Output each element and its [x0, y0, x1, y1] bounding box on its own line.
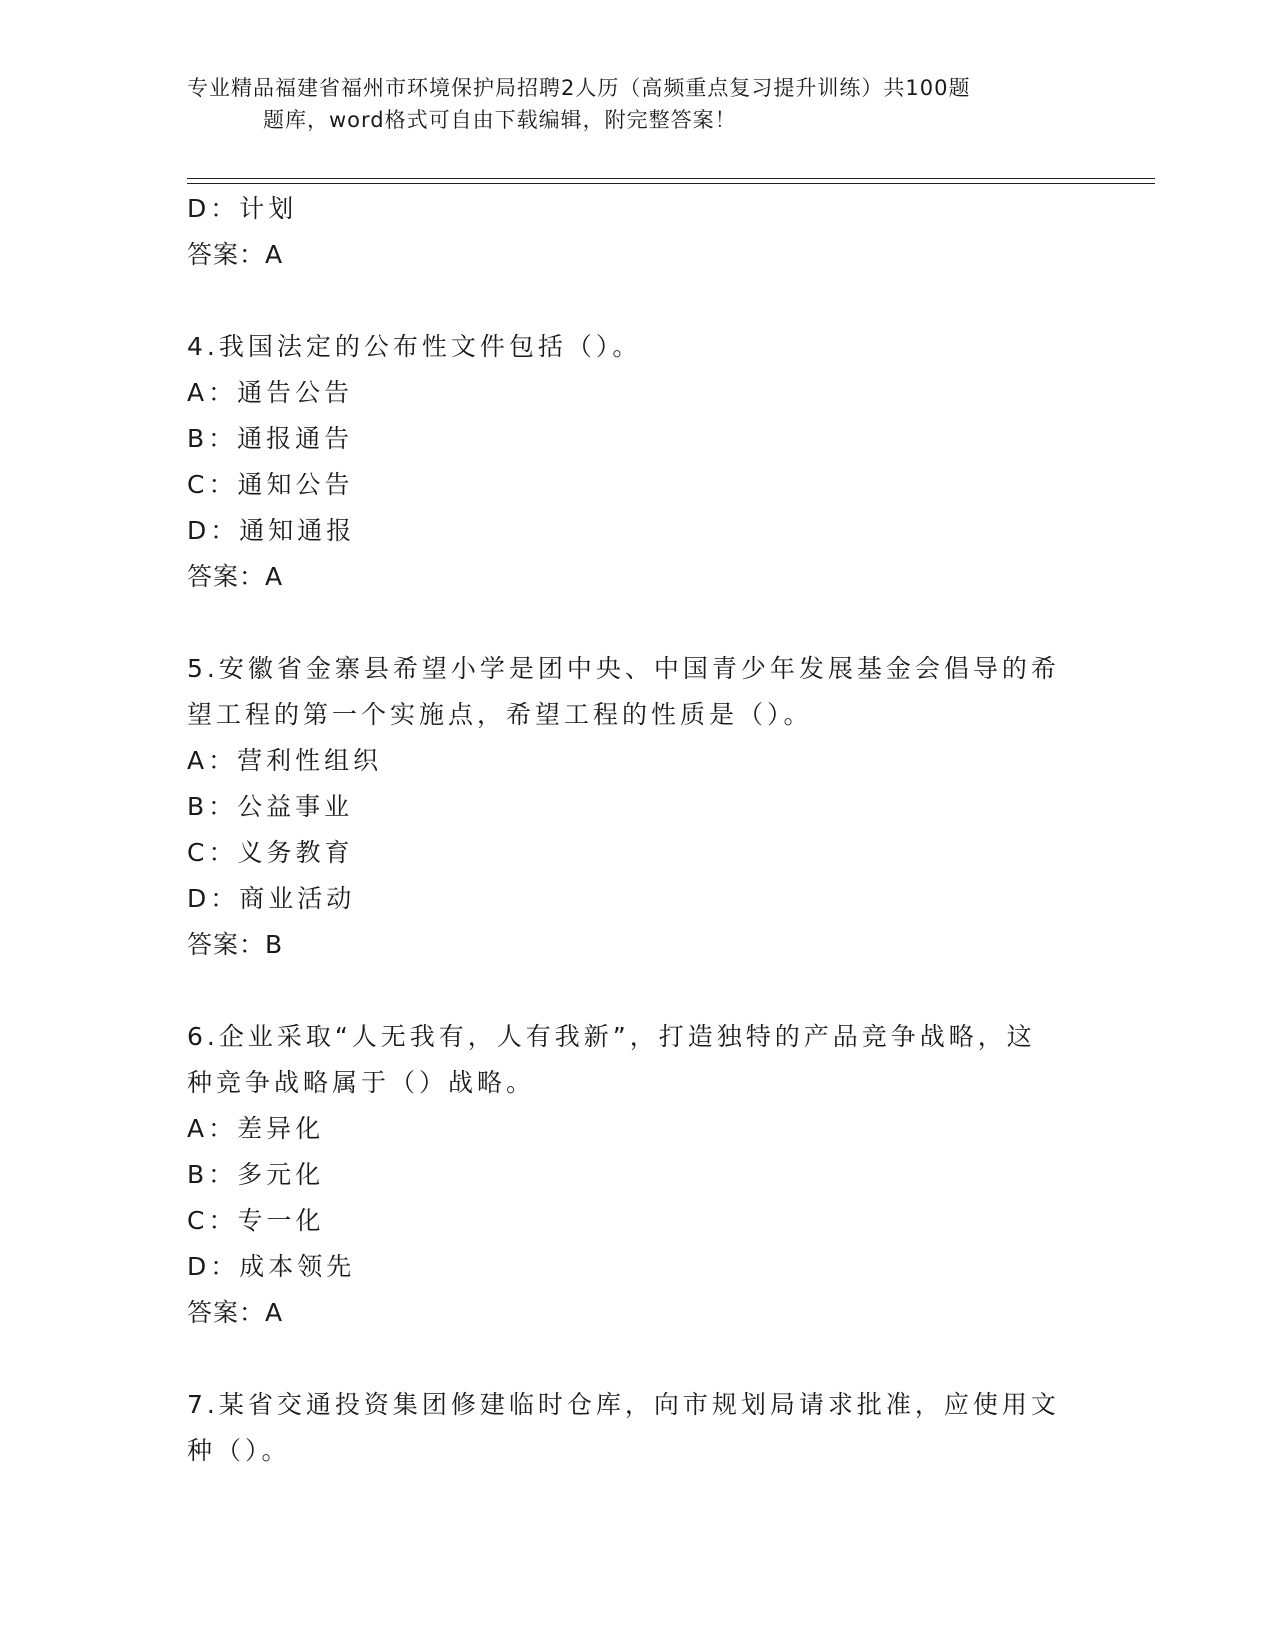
option-c: C：专一化: [187, 1206, 325, 1235]
option-a: A：差异化: [187, 1114, 325, 1143]
question-stem-line2: 种竞争战略属于（）战略。: [187, 1068, 536, 1097]
question-4: [187, 324, 1087, 600]
question-stem: 4.我国法定的公布性文件包括（）。: [187, 332, 642, 361]
option-c: C：义务教育: [187, 838, 354, 867]
question-stem-line2: 种（）。: [187, 1436, 291, 1465]
header-divider-top: [187, 178, 1155, 179]
header-title-line1: 专业精品福建省福州市环境保护局招聘2人历（高频重点复习提升训练）共100题: [187, 76, 971, 100]
question-5: [187, 646, 1087, 968]
option-b: B：多元化: [187, 1160, 325, 1189]
option-d: D：计划: [187, 194, 298, 223]
question-3-tail: [187, 186, 1087, 278]
answer-line: 答案：A: [187, 562, 284, 591]
option-c: C：通知公告: [187, 470, 354, 499]
option-a: A：通告公告: [187, 378, 354, 407]
option-d: D：成本领先: [187, 1252, 356, 1281]
question-7: [187, 1382, 1087, 1474]
question-stem-line1: 7.某省交通投资集团修建临时仓库，向市规划局请求批准，应使用文: [187, 1390, 1060, 1419]
question-6: [187, 1014, 1087, 1336]
answer-line: 答案：A: [187, 1298, 284, 1327]
option-b: B：通报通告: [187, 424, 354, 453]
header-title-line2: 题库，word格式可自由下载编辑，附完整答案！: [263, 108, 737, 132]
answer-line: 答案：A: [187, 240, 284, 269]
option-b: B：公益事业: [187, 792, 354, 821]
question-stem-line2: 望工程的第一个实施点，希望工程的性质是（）。: [187, 700, 813, 729]
option-d: D：通知通报: [187, 516, 356, 545]
question-stem-line1: 5.安徽省金寨县希望小学是团中央、中国青少年发展基金会倡导的希: [187, 654, 1060, 683]
option-d: D：商业活动: [187, 884, 356, 913]
question-list: [187, 186, 1087, 1474]
header-divider-bottom: [187, 183, 1155, 184]
document-header: [187, 72, 1087, 136]
option-a: A：营利性组织: [187, 746, 383, 775]
question-stem-line1: 6.企业采取“人无我有，人有我新”，打造独特的产品竞争战略，这: [187, 1022, 1036, 1051]
answer-line: 答案：B: [187, 930, 284, 959]
